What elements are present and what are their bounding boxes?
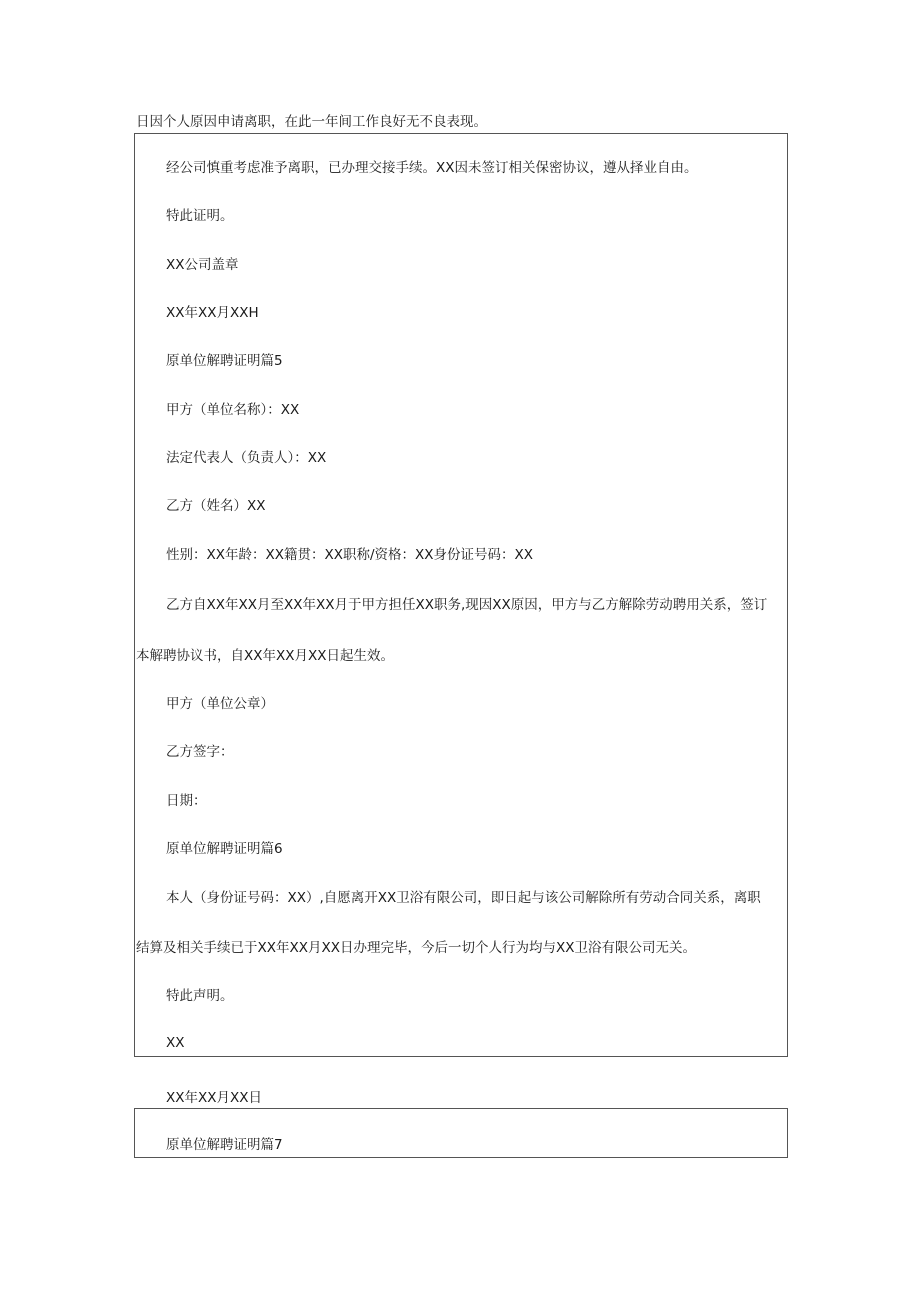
declaration-date: XX年XX月XX日 bbox=[166, 1090, 262, 1106]
approval-text: 经公司慎重考虑准予离职，已办理交接手续。XX因未签订相关保密协议，遵从择业自由。 bbox=[166, 160, 698, 176]
party-b-name: 乙方（姓名）XX bbox=[166, 498, 266, 514]
party-b-details: 性别：XX年龄：XX籍贯：XX职称/资格：XX身份证号码：XX bbox=[166, 547, 534, 563]
company-seal: XX公司盖章 bbox=[166, 257, 239, 273]
section5-body-line2: 本解聘协议书，自XX年XX月XX日起生效。 bbox=[136, 648, 394, 664]
seal-date: XX年XX月XXH bbox=[166, 305, 259, 321]
section5-title: 原单位解聘证明篇5 bbox=[166, 353, 283, 369]
section6-title: 原单位解聘证明篇6 bbox=[166, 841, 283, 857]
declare-text: 特此声明。 bbox=[166, 988, 234, 1004]
date-label: 日期： bbox=[166, 793, 207, 809]
party-a-seal: 甲方（单位公章） bbox=[166, 696, 274, 712]
section6-body-line1: 本人（身份证号码：XX）,自愿离开XX卫浴有限公司，即日起与该公司解除所有劳动合同关系，离职 bbox=[166, 890, 761, 906]
signer-name: XX bbox=[166, 1035, 185, 1051]
section5-body-line1: 乙方自XX年XX月至XX年XX月于甲方担任XX职务,现因XX原因，甲方与乙方解除劳动聘用关系，签订 bbox=[166, 597, 768, 613]
intro-line: 日因个人原因申请离职，在此一年间工作良好无不良表现。 bbox=[136, 114, 487, 130]
legal-representative: 法定代表人（负责人）：XX bbox=[166, 450, 327, 466]
section6-body-line2: 结算及相关手续已于XX年XX月XX日办理完毕，今后一切个人行为均与XX卫浴有限公司无关。 bbox=[136, 940, 696, 956]
certify-text: 特此证明。 bbox=[166, 208, 234, 224]
party-b-signature: 乙方签字： bbox=[166, 744, 234, 760]
party-a-name: 甲方（单位名称）：XX bbox=[166, 402, 300, 418]
section7-title: 原单位解聘证明篇7 bbox=[166, 1137, 283, 1153]
